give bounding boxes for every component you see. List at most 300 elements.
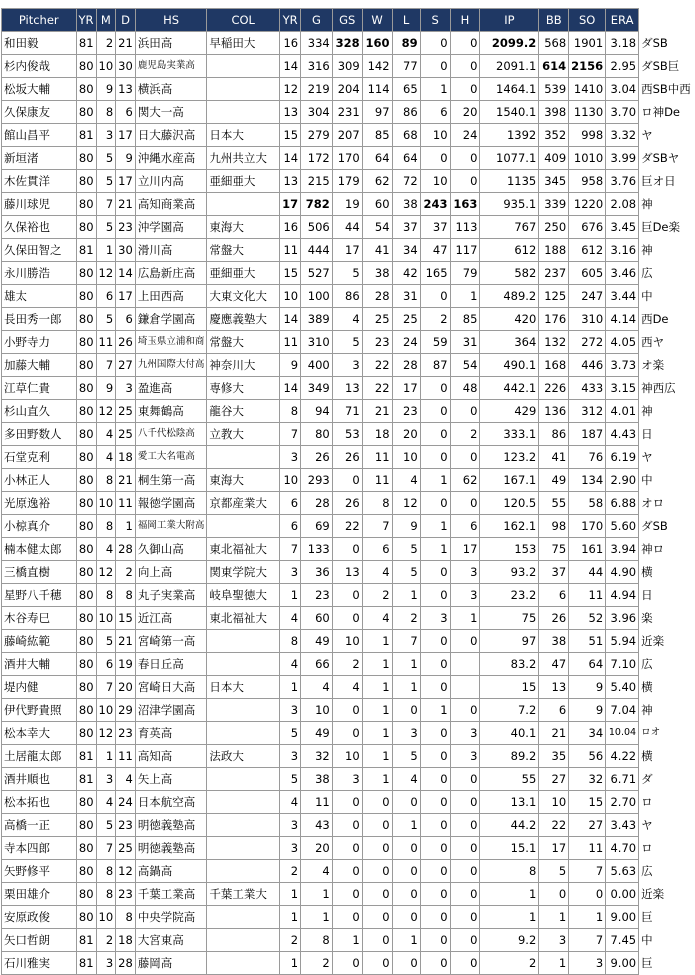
birth-day-cell: 8 [116, 906, 136, 929]
birth-month-cell: 8 [96, 101, 116, 124]
innings-cell: 8 [480, 860, 539, 883]
holds-cell: 0 [450, 837, 480, 860]
years-cell: 13 [280, 101, 301, 124]
birth-day-cell: 18 [116, 929, 136, 952]
birth-day-cell: 25 [116, 400, 136, 423]
birth-day-cell: 25 [116, 423, 136, 446]
games-cell: 349 [301, 377, 333, 400]
holds-cell: 3 [450, 584, 480, 607]
birth-day-cell: 23 [116, 814, 136, 837]
birth-day-cell: 19 [116, 653, 136, 676]
pitcher-name-cell: 酒井順也 [2, 768, 77, 791]
walks-cell: 398 [539, 101, 569, 124]
strikeouts-cell: 1010 [569, 147, 606, 170]
holds-cell: 6 [450, 515, 480, 538]
high-school-cell: 関大一高 [135, 101, 207, 124]
era-cell: 9.00 [606, 906, 639, 929]
table-row [2, 630, 695, 653]
holds-cell: 0 [450, 492, 480, 515]
high-school-cell: 東舞鶴高 [135, 400, 207, 423]
high-school-header: HS [135, 9, 207, 32]
holds-cell: 0 [450, 78, 480, 101]
losses-cell: 34 [392, 239, 420, 262]
table-row [2, 101, 695, 124]
losses-cell: 1 [392, 814, 420, 837]
table-row [2, 147, 695, 170]
high-school-cell: 大宮東高 [135, 929, 207, 952]
era-cell: 5.40 [606, 676, 639, 699]
years-cell: 4 [280, 607, 301, 630]
birth-year-cell: 80 [76, 561, 96, 584]
teams-cell: ダ [641, 772, 653, 786]
starts-cell: 0 [332, 699, 362, 722]
college-header: COL [207, 9, 280, 32]
table-row [2, 32, 695, 55]
losses-cell: 37 [392, 216, 420, 239]
birth-day-cell: 25 [116, 837, 136, 860]
birth-year-cell: 80 [76, 722, 96, 745]
games-cell: 60 [301, 607, 333, 630]
strikeouts-cell: 998 [569, 124, 606, 147]
saves-cell: 0 [420, 814, 450, 837]
losses-cell: 1 [392, 676, 420, 699]
starts-cell: 13 [332, 561, 362, 584]
college-cell [207, 78, 280, 101]
walks-cell: 6 [539, 584, 569, 607]
era-cell: 2.90 [606, 469, 639, 492]
holds-cell: 0 [450, 860, 480, 883]
wins-cell: 0 [362, 883, 392, 906]
walks-cell: 1 [539, 906, 569, 929]
wins-cell: 2 [362, 584, 392, 607]
table-row [2, 745, 695, 768]
walks-cell: 10 [539, 791, 569, 814]
innings-cell: 162.1 [480, 515, 539, 538]
strikeouts-cell: 272 [569, 331, 606, 354]
college-cell: 常盤大 [207, 239, 280, 262]
years-cell: 16 [280, 32, 301, 55]
teams-cell: 横 [641, 565, 653, 579]
teams-cell: ロ神De [641, 105, 681, 119]
team-header [639, 9, 695, 32]
birth-year-cell: 81 [76, 32, 96, 55]
saves-cell: 0 [420, 446, 450, 469]
starts-cell: 0 [332, 791, 362, 814]
innings-cell: 83.2 [480, 653, 539, 676]
holds-cell: 1 [450, 607, 480, 630]
table-row [2, 653, 695, 676]
saves-cell: 0 [420, 676, 450, 699]
years-cell: 3 [280, 745, 301, 768]
innings-cell: 612 [480, 239, 539, 262]
teams-cell: 巨 [641, 956, 653, 970]
teams-cell: ロ [641, 795, 653, 809]
walks-cell: 168 [539, 354, 569, 377]
era-cell: 2.08 [606, 193, 639, 216]
pitcher-name-cell: 新垣渚 [2, 147, 77, 170]
era-cell: 3.15 [606, 377, 639, 400]
era-cell: 7.10 [606, 653, 639, 676]
table-row [2, 308, 695, 331]
walks-cell: 26 [539, 607, 569, 630]
birth-year-cell: 80 [76, 101, 96, 124]
college-cell: 東海大 [207, 469, 280, 492]
era-cell: 4.43 [606, 423, 639, 446]
games-cell: 527 [301, 262, 333, 285]
birth-month-cell: 7 [96, 837, 116, 860]
wins-cell: 0 [362, 952, 392, 975]
teams-cell: オ楽 [641, 358, 665, 372]
era-cell: 3.45 [606, 216, 639, 239]
era-cell: 4.14 [606, 308, 639, 331]
college-cell [207, 55, 280, 78]
teams-cell: 神ロ [641, 542, 665, 556]
table-row [2, 814, 695, 837]
high-school-cell: 育英高 [135, 722, 207, 745]
wins-cell: 54 [362, 216, 392, 239]
holds-cell: 3 [450, 561, 480, 584]
birth-month-cell: 10 [96, 699, 116, 722]
college-cell [207, 814, 280, 837]
losses-cell: 24 [392, 331, 420, 354]
table-row [2, 262, 695, 285]
wins-cell: 160 [362, 32, 392, 55]
innings-cell: 44.2 [480, 814, 539, 837]
strikeouts-cell: 64 [569, 653, 606, 676]
years-cell: 1 [280, 883, 301, 906]
birth-year-cell: 80 [76, 814, 96, 837]
table-row [2, 538, 695, 561]
high-school-cell: 横浜高 [135, 78, 207, 101]
table-row [2, 423, 695, 446]
birth-year-cell: 80 [76, 262, 96, 285]
walks-cell: 17 [539, 837, 569, 860]
years-cell: 3 [280, 837, 301, 860]
saves-cell: 0 [420, 791, 450, 814]
table-row [2, 768, 695, 791]
high-school-cell: 広島新庄高 [135, 262, 207, 285]
college-cell: 専修大 [207, 377, 280, 400]
years-cell: 14 [280, 147, 301, 170]
losses-cell: 1 [392, 653, 420, 676]
birth-month-cell: 5 [96, 308, 116, 331]
strikeouts-cell: 310 [569, 308, 606, 331]
table-row [2, 929, 695, 952]
innings-cell: 15.1 [480, 837, 539, 860]
high-school-cell: 明徳義塾高 [135, 837, 207, 860]
birth-day-cell: 24 [116, 791, 136, 814]
teams-cell: 中 [641, 289, 653, 303]
birth-year-cell: 80 [76, 630, 96, 653]
years-cell: 10 [280, 469, 301, 492]
birth-year-cell: 80 [76, 883, 96, 906]
innings-cell: 364 [480, 331, 539, 354]
innings-cell: 40.1 [480, 722, 539, 745]
innings-cell: 97 [480, 630, 539, 653]
walks-cell: 226 [539, 377, 569, 400]
high-school-cell: 明徳義塾高 [135, 814, 207, 837]
losses-cell: 1 [392, 584, 420, 607]
birth-month-cell: 8 [96, 469, 116, 492]
table-row [2, 584, 695, 607]
years-cell: 8 [280, 400, 301, 423]
starts-cell: 207 [332, 124, 362, 147]
teams-cell: 横 [641, 680, 653, 694]
college-cell [207, 515, 280, 538]
high-school-cell: 久御山高 [135, 538, 207, 561]
walks-cell: 35 [539, 745, 569, 768]
wins-cell: 64 [362, 147, 392, 170]
pitcher-name-cell: 小野寺力 [2, 331, 77, 354]
strikeouts-cell: 3 [569, 952, 606, 975]
birth-month-cell: 8 [96, 860, 116, 883]
holds-header: H [450, 9, 480, 32]
pitcher-name-cell: 酒井大輔 [2, 653, 77, 676]
losses-cell: 77 [392, 55, 420, 78]
years-cell: 5 [280, 722, 301, 745]
era-header: ERA [606, 9, 639, 32]
teams-cell: 日 [641, 427, 653, 441]
pitcher-name-cell: 光原逸裕 [2, 492, 77, 515]
birth-year-cell: 80 [76, 653, 96, 676]
high-school-cell: 福岡工業大附高 [135, 515, 207, 538]
college-cell: 亜細亜大 [207, 262, 280, 285]
walks-cell: 0 [539, 883, 569, 906]
teams-cell: 中 [641, 473, 653, 487]
era-cell: 2.70 [606, 791, 639, 814]
walks-cell: 614 [539, 55, 569, 78]
wins-cell: 0 [362, 837, 392, 860]
birth-month-cell: 4 [96, 423, 116, 446]
birth-year-cell: 81 [76, 239, 96, 262]
walks-cell: 98 [539, 515, 569, 538]
innings-cell: 767 [480, 216, 539, 239]
holds-cell: 62 [450, 469, 480, 492]
games-cell: 38 [301, 768, 333, 791]
saves-cell: 47 [420, 239, 450, 262]
innings-cell: 442.1 [480, 377, 539, 400]
pitcher-name-cell: 矢野修平 [2, 860, 77, 883]
holds-cell: 0 [450, 929, 480, 952]
birth-year-cell: 80 [76, 584, 96, 607]
birth-day-cell: 26 [116, 331, 136, 354]
games-cell: 43 [301, 814, 333, 837]
birth-year-cell: 81 [76, 124, 96, 147]
wins-cell: 7 [362, 515, 392, 538]
era-cell: 4.90 [606, 561, 639, 584]
walks-cell: 75 [539, 538, 569, 561]
starts-cell: 0 [332, 837, 362, 860]
strikeouts-cell: 2156 [569, 55, 606, 78]
teams-cell: 神 [641, 243, 653, 257]
table-row [2, 791, 695, 814]
starts-cell: 13 [332, 377, 362, 400]
pitcher-name-cell: 久保康友 [2, 101, 77, 124]
birth-month-cell: 1 [96, 745, 116, 768]
birth-month-cell: 3 [96, 768, 116, 791]
strikeouts-cell: 11 [569, 837, 606, 860]
table-row [2, 492, 695, 515]
strikeouts-cell: 247 [569, 285, 606, 308]
wins-cell: 0 [362, 860, 392, 883]
losses-cell: 0 [392, 837, 420, 860]
high-school-cell: 向上高 [135, 561, 207, 584]
birth-day-cell: 14 [116, 262, 136, 285]
losses-cell: 38 [392, 193, 420, 216]
losses-cell: 23 [392, 400, 420, 423]
high-school-cell: 愛工大名電高 [135, 446, 207, 469]
pitcher-name-cell: 高橋一正 [2, 814, 77, 837]
birth-month-cell: 7 [96, 354, 116, 377]
wins-cell: 0 [362, 929, 392, 952]
table-row [2, 400, 695, 423]
walks-cell: 136 [539, 400, 569, 423]
starts-cell: 71 [332, 400, 362, 423]
teams-cell: 近楽 [641, 634, 665, 648]
era-cell: 4.05 [606, 331, 639, 354]
years-header: YR [280, 9, 301, 32]
wins-cell: 25 [362, 308, 392, 331]
strikeouts-cell: 52 [569, 607, 606, 630]
pitcher-name-cell: 星野八千穂 [2, 584, 77, 607]
birth-year-cell: 80 [76, 699, 96, 722]
walks-cell: 27 [539, 768, 569, 791]
birth-day-cell: 28 [116, 952, 136, 975]
college-cell: 関東学院大 [207, 561, 280, 584]
starts-cell: 4 [332, 308, 362, 331]
table-body [2, 32, 695, 975]
saves-cell: 0 [420, 952, 450, 975]
high-school-cell: 宮崎日大高 [135, 676, 207, 699]
games-cell: 80 [301, 423, 333, 446]
birth-day-cell: 23 [116, 216, 136, 239]
birth-year-cell: 81 [76, 929, 96, 952]
teams-cell: ロオ [641, 727, 661, 738]
college-cell: 東北福祉大 [207, 607, 280, 630]
birth-day-cell: 20 [116, 676, 136, 699]
college-cell [207, 699, 280, 722]
wins-cell: 0 [362, 906, 392, 929]
birth-year-cell: 80 [76, 377, 96, 400]
table-row [2, 607, 695, 630]
saves-cell: 0 [420, 768, 450, 791]
starts-cell: 1 [332, 929, 362, 952]
teams-cell: オロ [641, 496, 665, 510]
saves-cell: 0 [420, 722, 450, 745]
college-cell [207, 860, 280, 883]
high-school-cell: 矢上高 [135, 768, 207, 791]
saves-cell: 0 [420, 883, 450, 906]
holds-cell: 0 [450, 952, 480, 975]
walks-cell: 22 [539, 814, 569, 837]
walks-cell: 3 [539, 929, 569, 952]
wins-cell: 1 [362, 630, 392, 653]
holds-cell: 20 [450, 101, 480, 124]
innings-cell: 490.1 [480, 354, 539, 377]
table-row [2, 216, 695, 239]
years-cell: 13 [280, 170, 301, 193]
innings-cell: 1464.1 [480, 78, 539, 101]
pitcher-name-cell: 松本拓也 [2, 791, 77, 814]
innings-header: IP [480, 9, 539, 32]
losses-cell: 31 [392, 285, 420, 308]
table-row [2, 469, 695, 492]
birth-month-cell: 12 [96, 722, 116, 745]
starts-header: GS [332, 9, 362, 32]
starts-cell: 17 [332, 239, 362, 262]
walks-cell: 568 [539, 32, 569, 55]
high-school-cell: 高知高 [135, 745, 207, 768]
games-cell: 10 [301, 699, 333, 722]
college-cell [207, 446, 280, 469]
years-cell: 7 [280, 538, 301, 561]
holds-cell: 0 [450, 446, 480, 469]
birth-month-cell: 5 [96, 170, 116, 193]
saves-cell: 0 [420, 147, 450, 170]
high-school-cell: 春日丘高 [135, 653, 207, 676]
wins-cell: 11 [362, 446, 392, 469]
years-cell: 7 [280, 423, 301, 446]
high-school-cell: 九州国際大付高 [135, 354, 207, 377]
table-row [2, 193, 695, 216]
games-cell: 100 [301, 285, 333, 308]
teams-cell: 広 [641, 657, 653, 671]
holds-cell: 31 [450, 331, 480, 354]
birth-day-cell: 23 [116, 722, 136, 745]
college-cell [207, 929, 280, 952]
era-cell: 3.99 [606, 147, 639, 170]
birth-year-cell: 80 [76, 193, 96, 216]
saves-cell: 1 [420, 538, 450, 561]
era-cell: 3.43 [606, 814, 639, 837]
birth-month-cell: 7 [96, 193, 116, 216]
wins-cell: 62 [362, 170, 392, 193]
wins-cell: 22 [362, 354, 392, 377]
walks-cell: 55 [539, 492, 569, 515]
birth-month-cell: 5 [96, 147, 116, 170]
years-cell: 3 [280, 814, 301, 837]
high-school-cell: 日本航空高 [135, 791, 207, 814]
birth-day-cell: 21 [116, 630, 136, 653]
innings-cell: 23.2 [480, 584, 539, 607]
years-cell: 14 [280, 55, 301, 78]
strikeouts-cell: 1901 [569, 32, 606, 55]
strikeouts-cell: 1220 [569, 193, 606, 216]
wins-cell: 0 [362, 791, 392, 814]
birth-month-cell: 6 [96, 285, 116, 308]
strikeouts-cell: 1 [569, 906, 606, 929]
starts-cell: 2 [332, 653, 362, 676]
holds-cell: 3 [450, 745, 480, 768]
starts-cell: 0 [332, 883, 362, 906]
pitcher-name-cell: 伊代野貴照 [2, 699, 77, 722]
birth-month-cell: 10 [96, 607, 116, 630]
wins-cell: 41 [362, 239, 392, 262]
pitcher-name-cell: 松本幸大 [2, 722, 77, 745]
holds-cell: 24 [450, 124, 480, 147]
years-cell: 11 [280, 331, 301, 354]
pitcher-name-cell: 楠本健太郎 [2, 538, 77, 561]
saves-cell: 1 [420, 78, 450, 101]
games-cell: 94 [301, 400, 333, 423]
college-cell [207, 791, 280, 814]
teams-cell: 西SB中西 [641, 82, 691, 96]
pitcher-name-cell: 多田野数人 [2, 423, 77, 446]
birth-year-cell: 80 [76, 492, 96, 515]
holds-cell: 113 [450, 216, 480, 239]
walks-cell: 125 [539, 285, 569, 308]
walks-cell: 86 [539, 423, 569, 446]
